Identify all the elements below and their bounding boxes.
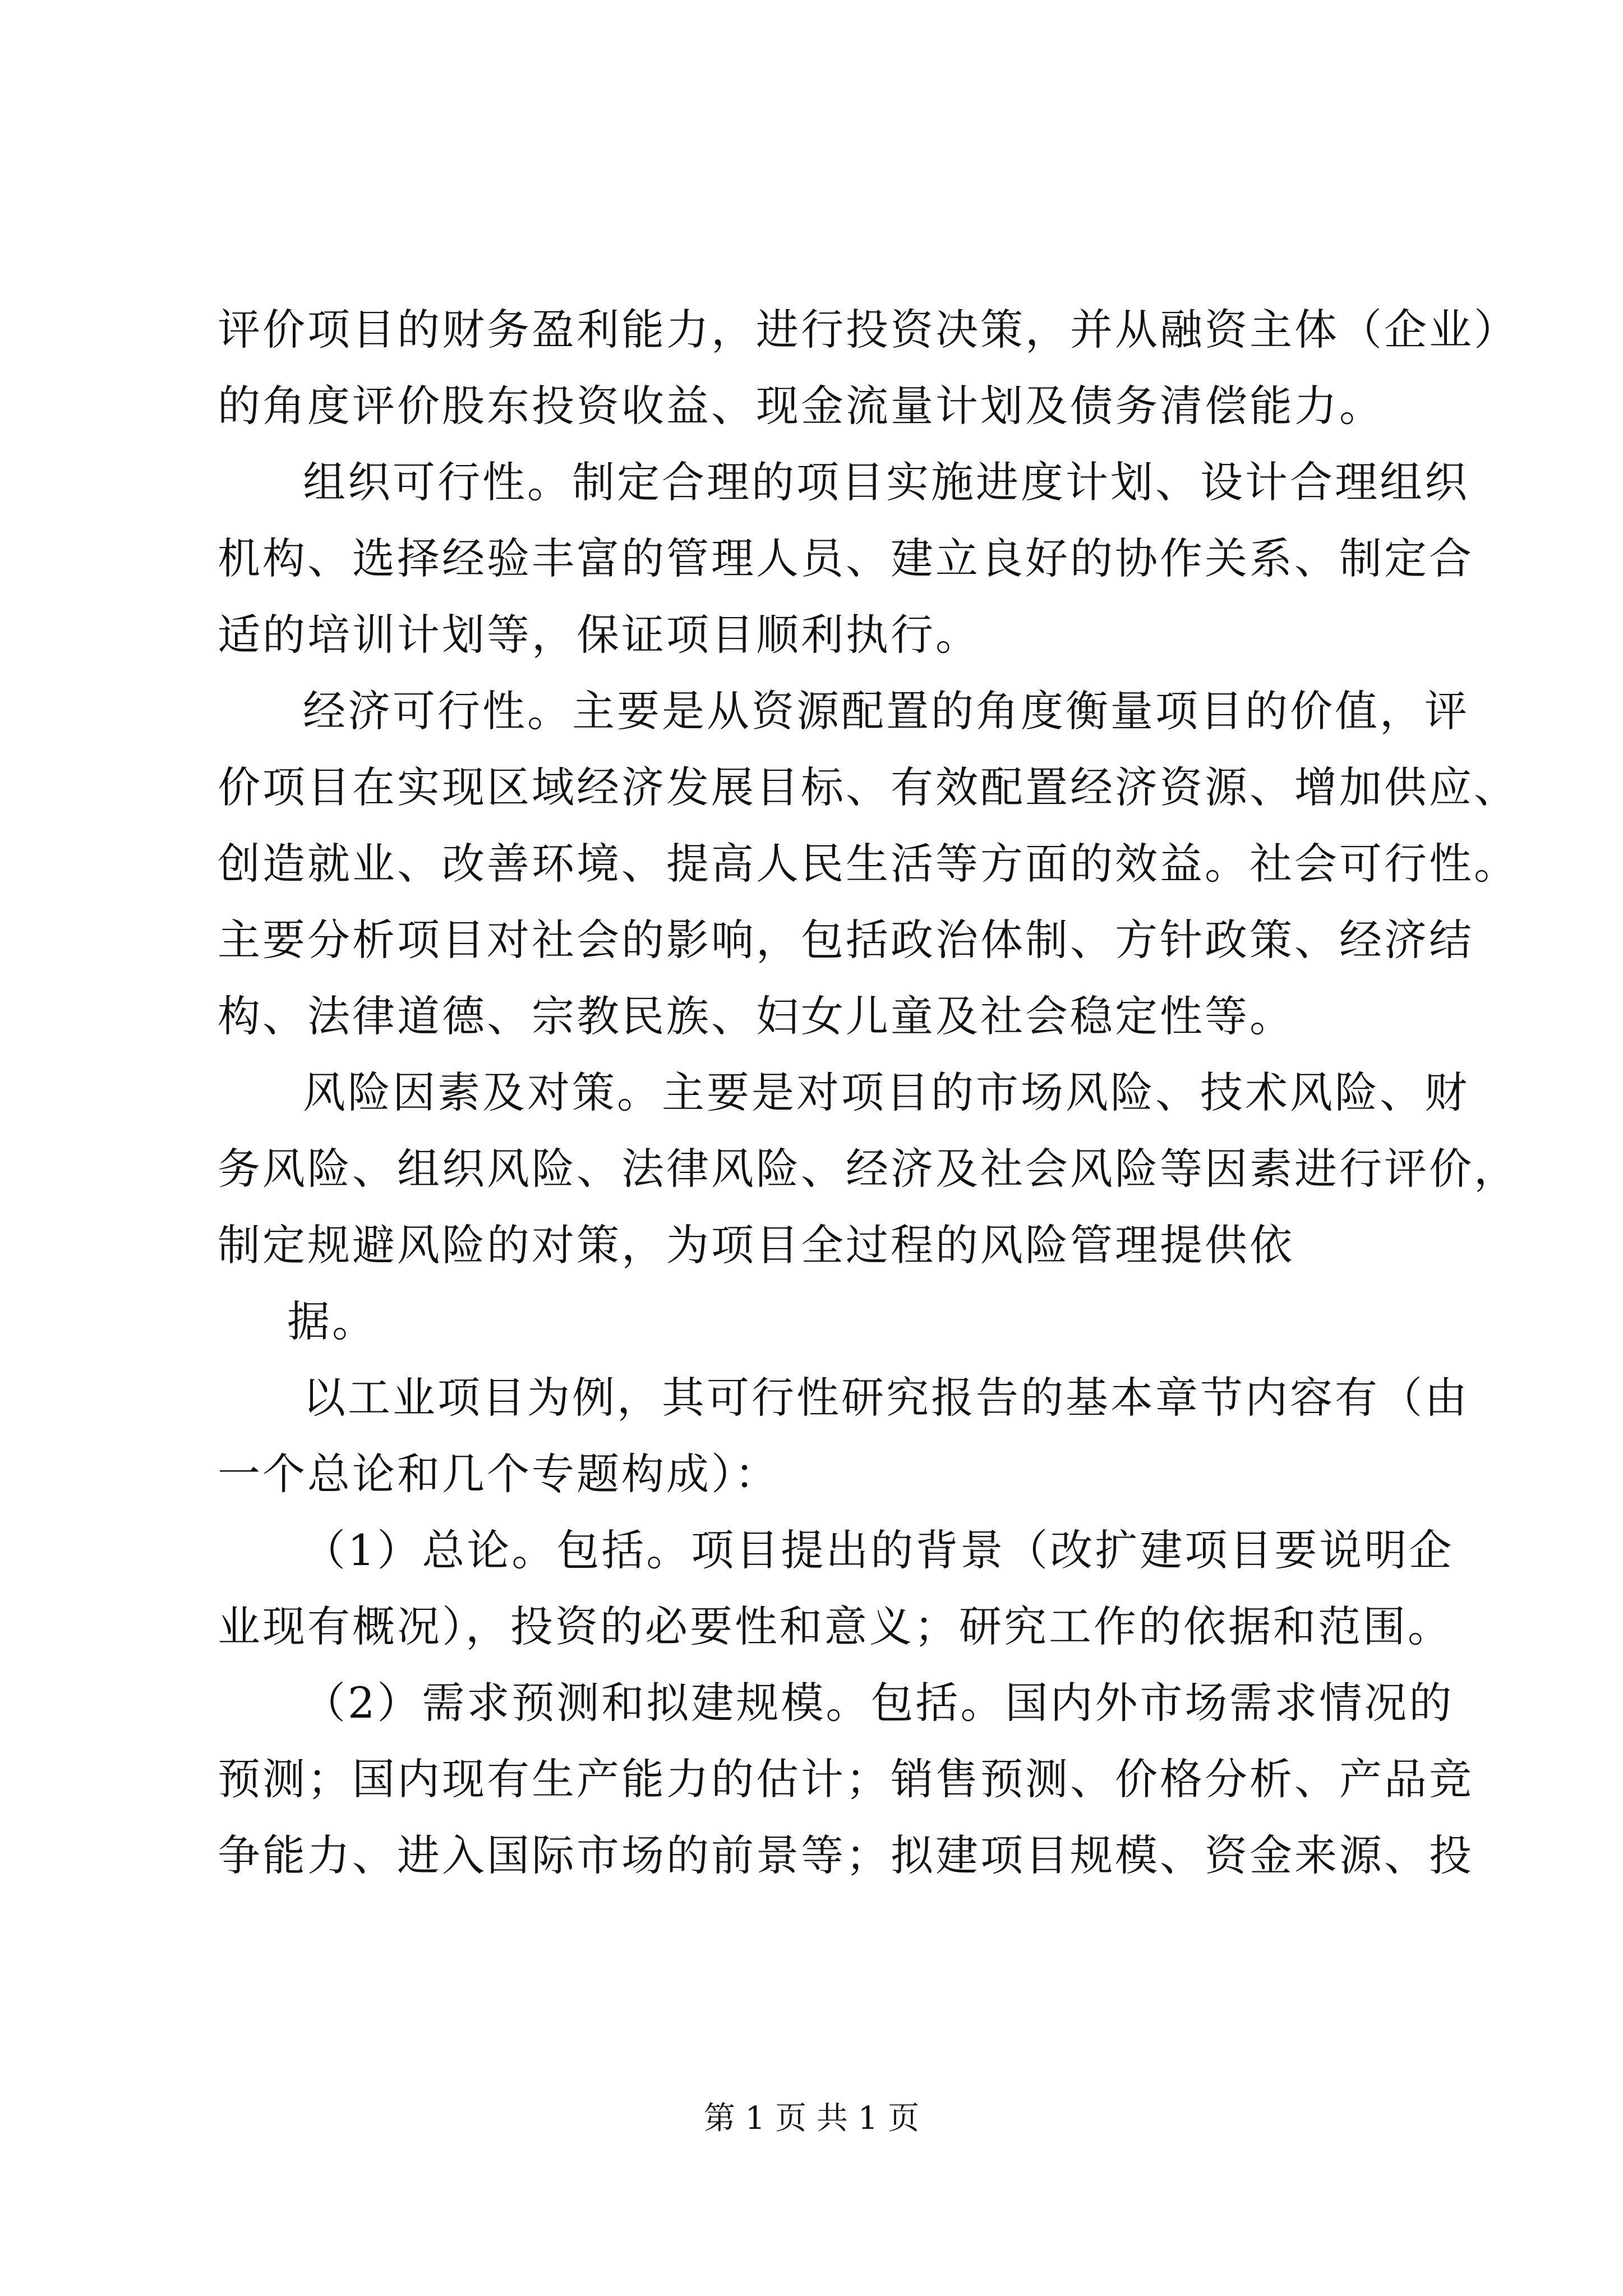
text-line: 价项目在实现区域经济发展目标、有效配置经济资源、增加供应、 — [218, 762, 1519, 812]
text-line: 构、法律道德、宗教民族、妇女儿童及社会稳定性等。 — [218, 991, 1294, 1041]
text-line: 创造就业、改善环境、提高人民生活等方面的效益。社会可行性。 — [218, 839, 1519, 889]
text-line: 的角度评价股东投资收益、现金流量计划及债务清偿能力。 — [218, 381, 1384, 431]
text-line: 适的培训计划等，保证项目顺利执行。 — [218, 610, 980, 660]
text-line: 经济可行性。主要是从资源配置的角度衡量项目的价值，评 — [303, 686, 1469, 736]
text-line: 一个总论和几个专题构成）： — [218, 1449, 780, 1499]
text-line: 据。 — [287, 1296, 377, 1346]
text-line: 业现有概况），投资的必要性和意义；研究工作的依据和范围。 — [218, 1602, 1453, 1651]
text-line: 预测；国内现有生产能力的估计；销售预测、价格分析、产品竞 — [218, 1754, 1474, 1804]
text-line: 制定规避风险的对策，为项目全过程的风险管理提供依 — [218, 1220, 1294, 1270]
text-line: 争能力、进入国际市场的前景等；拟建项目规模、资金来源、投 — [218, 1830, 1474, 1880]
document-body — [218, 292, 1519, 1894]
text-line: 务风险、组织风险、法律风险、经济及社会风险等因素进行评价， — [218, 1144, 1519, 1194]
page-number-footer: 第 1 页 共 1 页 — [703, 2100, 920, 2137]
text-line: （1）总论。包括。项目提出的背景（改扩建项目要说明企 — [303, 1525, 1454, 1575]
text-line: （2）需求预测和拟建规模。包括。国内外市场需求情况的 — [303, 1678, 1454, 1728]
text-line: 主要分析项目对社会的影响，包括政治体制、方针政策、经济结 — [218, 915, 1474, 965]
text-line: 以工业项目为例，其可行性研究报告的基本章节内容有（由 — [303, 1373, 1469, 1423]
text-line: 风险因素及对策。主要是对项目的市场风险、技术风险、财 — [303, 1068, 1469, 1117]
text-line: 组织可行性。制定合理的项目实施进度计划、设计合理组织 — [303, 457, 1469, 507]
text-line: 机构、选择经验丰富的管理人员、建立良好的协作关系、制定合 — [218, 533, 1474, 583]
text-line: 评价项目的财务盈利能力，进行投资决策，并从融资主体（企业） — [218, 305, 1519, 355]
